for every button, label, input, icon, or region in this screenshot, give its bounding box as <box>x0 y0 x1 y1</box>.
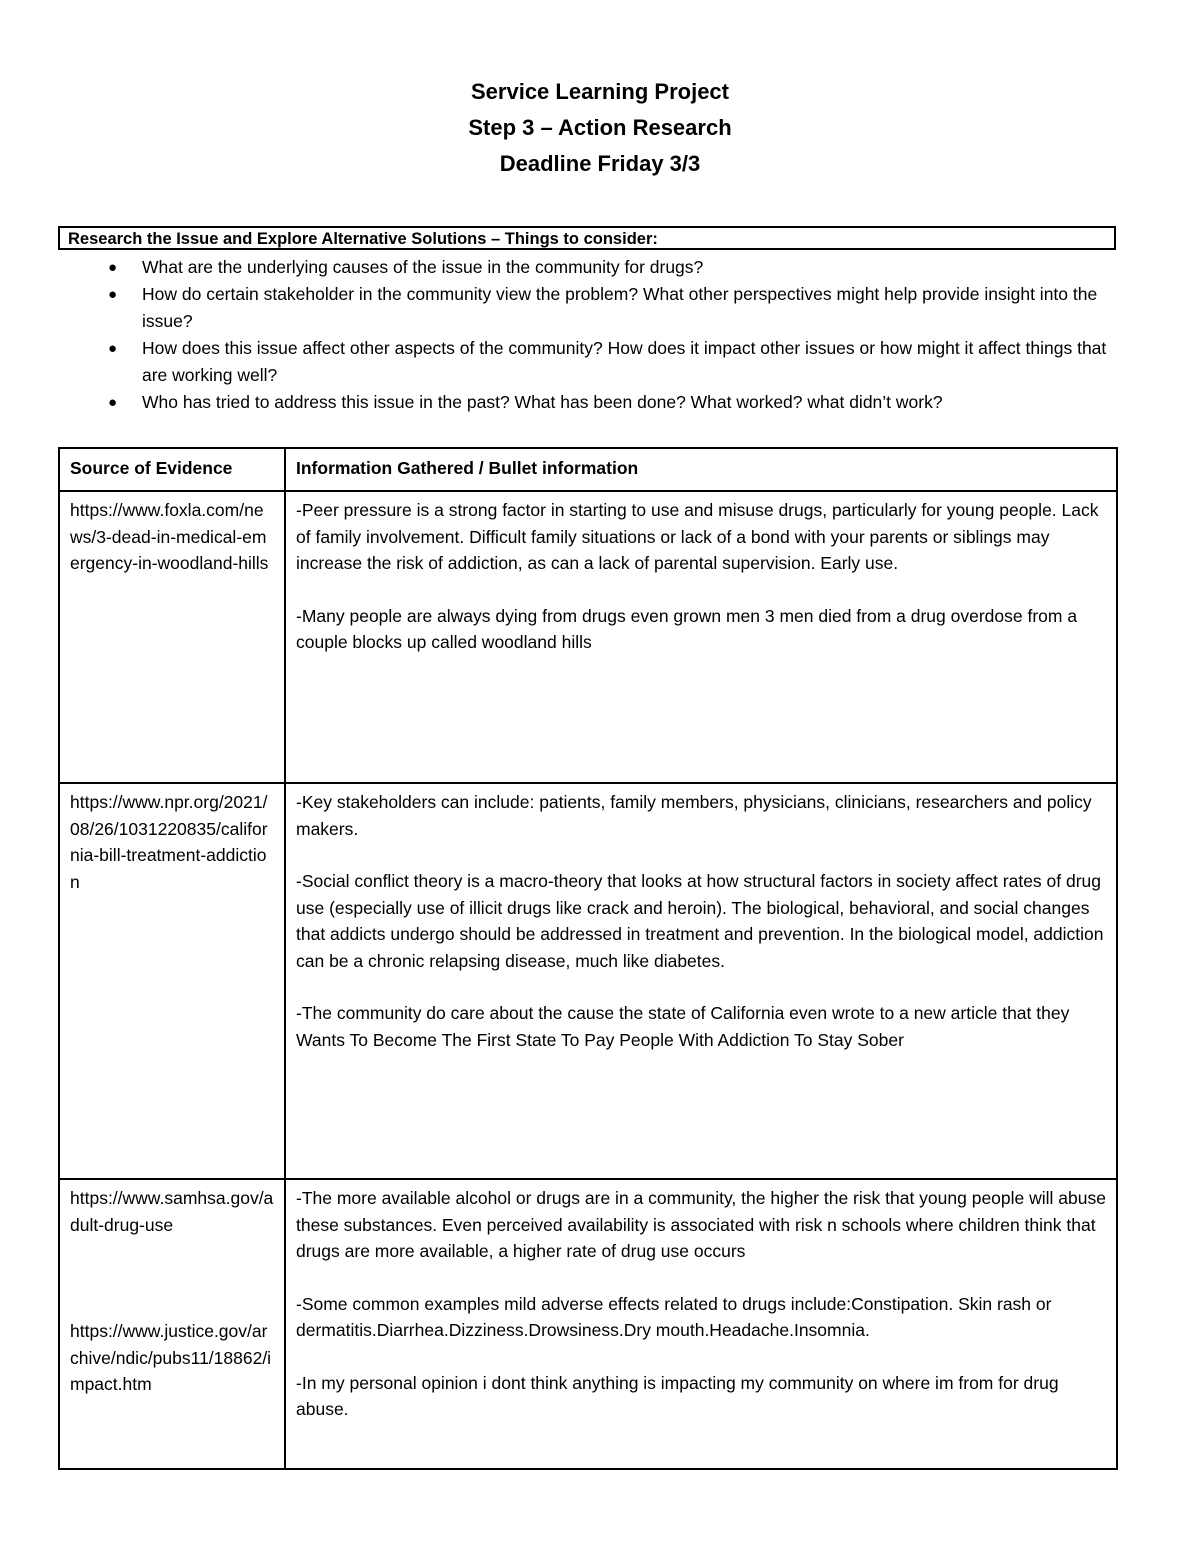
source-url: https://www.justice.gov/archive/ndic/pubs11/18862/impact.htm <box>70 1321 272 1394</box>
deadline: Deadline Friday 3/3 <box>499 151 701 176</box>
table-row <box>59 783 1117 1179</box>
information-header: Information Gathered / Bullet information <box>285 448 1117 491</box>
information-paragraph: -Many people are always dying from drugs even grown men 3 men died from a drug overdose from a couple blocks up called woodland hills <box>296 605 1078 652</box>
step-title: Step 3 – Action Research <box>468 115 732 140</box>
bullet-icon: ● <box>108 394 118 411</box>
list-item: ● Who has tried to address this issue in the past? What has been done? What worked? what didn’t work? <box>100 389 1110 416</box>
list-item: ● What are the underlying causes of the issue in the community for drugs? <box>100 254 1110 281</box>
source-url: https://www.npr.org/2021/08/26/1031220835/california-bill-treatment-addiction <box>70 792 268 892</box>
information-paragraph: -Peer pressure is a strong factor in starting to use and misuse drugs, particularly for young people. Lack of family involvement. Difficult family situations or lack of a bond with your parents or siblings may increase the risk of addiction, as can a lack of parental supervision. Early use. <box>296 500 1099 573</box>
information-paragraph: -In my personal opinion i dont think anything is impacting my community on where im from for drug abuse. <box>296 1372 1059 1419</box>
information-paragraph: -Some common examples mild adverse effects related to drugs include:Constipation. Skin rash or dermatitis.Diarrhea.Dizziness.Drowsiness.Dry mouth.Headache.Insomnia. <box>296 1293 1052 1340</box>
table-row <box>59 1179 1117 1469</box>
source-cell <box>59 1179 285 1469</box>
information-cell <box>285 491 1117 783</box>
things-to-consider-box <box>58 226 1116 250</box>
document-header <box>0 74 1200 182</box>
things-to-consider-title: Research the Issue and Explore Alternative Solutions – Things to consider: <box>68 230 658 248</box>
source-url: https://www.samhsa.gov/adult-drug-use <box>70 1188 274 1235</box>
project-title: Service Learning Project <box>471 79 729 104</box>
information-paragraph: -Social conflict theory is a macro-theory that looks at how structural factors in society affect rates of drug use (especially use of illicit drugs like crack and heroin). The biological, behavioral, and social changes that addicts undergo should be addressed in treatment and prevention. In the biological model, addiction can be a chronic relapsing disease, much like diabetes. <box>296 871 1104 971</box>
source-header: Source of Evidence <box>59 448 285 491</box>
source-cell <box>59 491 285 783</box>
information-paragraph: -Key stakeholders can include: patients, family members, physicians, clinicians, researchers and policy makers. <box>296 792 1092 839</box>
table-header-row <box>59 448 1117 491</box>
information-cell <box>285 1179 1117 1469</box>
bullet-icon: ● <box>108 340 118 357</box>
things-to-consider-list <box>100 254 1110 416</box>
evidence-table <box>58 447 1118 1470</box>
information-paragraph: -The community do care about the cause the state of California even wrote to a new article that they Wants To Become The First State To Pay People With Addiction To Stay Sober <box>296 1003 1070 1050</box>
source-spacer <box>70 1238 274 1318</box>
list-item: ● How do certain stakeholder in the community view the problem? What other perspectives might help provide insight into the issue? <box>100 281 1110 335</box>
information-paragraph: -The more available alcohol or drugs are in a community, the higher the risk that young people will abuse these substances. Even perceived availability is associated with risk n schools where children think that drugs are more available, a higher rate of drug use occurs <box>296 1188 1106 1261</box>
information-cell <box>285 783 1117 1179</box>
list-item: ● How does this issue affect other aspects of the community? How does it impact other issues or how might it affect things that are working well? <box>100 335 1110 389</box>
bullet-icon: ● <box>108 259 118 276</box>
source-url: https://www.foxla.com/news/3-dead-in-medical-emergency-in-woodland-hills <box>70 500 269 573</box>
bullet-icon: ● <box>108 286 118 303</box>
table-row <box>59 491 1117 783</box>
source-cell <box>59 783 285 1179</box>
